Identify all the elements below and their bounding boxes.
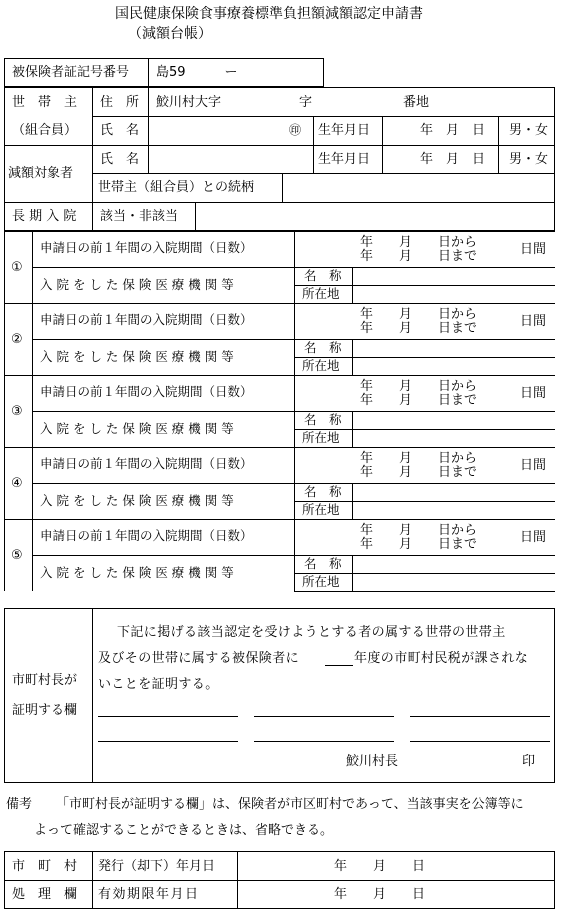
note-text-2: よって確認することができるときは、省略できる。 — [34, 823, 334, 838]
expiry-date-field[interactable]: 年 月 日 — [334, 887, 426, 902]
address-field[interactable]: 鮫川村大字 字 番地 — [156, 95, 430, 110]
period-label: 申請日の前１年間の入院期間（日数） — [40, 312, 253, 327]
institution-location-field[interactable] — [353, 286, 553, 302]
cert-text-2a: 及びその世帯に属する被保険者に — [98, 651, 300, 666]
period-from[interactable]: 年 月 日から — [360, 451, 478, 466]
note-text-1: 「市町村長が証明する欄」は、保険者が市区町村であって、当該事実を公簿等に — [56, 797, 524, 812]
target-gender[interactable]: 男・女 — [509, 152, 549, 167]
institution-name-label: 名 称 — [304, 556, 342, 571]
institution-name-label: 名 称 — [304, 268, 342, 283]
insured-number-label: 被保険者証記号番号 — [12, 65, 130, 80]
cert-text-1: 下記に掲げる該当認定を受けようとする者の属する世帯の世帯主 — [117, 625, 506, 640]
head-birth-date[interactable]: 年 月 日 — [420, 123, 486, 138]
processing-label-1: 市 町 村 — [12, 859, 78, 874]
period-number: ① — [11, 260, 23, 275]
period-to[interactable]: 年 月 日まで — [360, 465, 478, 480]
form-subtitle: （減額台帳） — [128, 26, 212, 42]
address-label: 住 所 — [100, 95, 140, 110]
institution-location-field[interactable] — [353, 574, 553, 590]
period-days[interactable]: 日間 — [520, 458, 547, 473]
institution-name-field[interactable] — [353, 484, 553, 500]
seal-mark: ㊞ — [289, 123, 302, 137]
period-label: 申請日の前１年間の入院期間（日数） — [40, 240, 253, 255]
period-from[interactable]: 年 月 日から — [360, 379, 478, 394]
long-term-label: 長 期 入 院 — [12, 209, 77, 224]
period-number: ③ — [11, 404, 23, 419]
period-days[interactable]: 日間 — [520, 386, 547, 401]
institution-name-field[interactable] — [353, 340, 553, 356]
institution-label: 入 院 を し た 保 険 医 療 機 関 等 — [40, 277, 234, 292]
issue-date-label: 発行（却下）年月日 — [98, 859, 216, 874]
period-days[interactable]: 日間 — [520, 242, 547, 257]
period-to[interactable]: 年 月 日まで — [360, 249, 478, 264]
institution-name-label: 名 称 — [304, 412, 342, 427]
period-from[interactable]: 年 月 日から — [360, 235, 478, 250]
cert-label-1: 市町村長が — [12, 673, 78, 688]
institution-location-label: 所在地 — [302, 502, 340, 517]
period-from[interactable]: 年 月 日から — [360, 523, 478, 538]
period-label: 申請日の前１年間の入院期間（日数） — [40, 456, 253, 471]
period-number: ④ — [11, 476, 23, 491]
insured-number-field[interactable]: 島59 ー — [156, 65, 238, 80]
institution-label: 入 院 を し た 保 険 医 療 機 関 等 — [40, 349, 234, 364]
period-to[interactable]: 年 月 日まで — [360, 321, 478, 336]
institution-name-field[interactable] — [353, 412, 553, 428]
institution-name-field[interactable] — [353, 556, 553, 572]
relation-label: 世帯主（組合員）との続柄 — [98, 180, 255, 195]
institution-label: 入 院 を し た 保 険 医 療 機 関 等 — [40, 565, 234, 580]
period-from[interactable]: 年 月 日から — [360, 307, 478, 322]
fiscal-year-blank[interactable] — [325, 665, 353, 666]
institution-location-label: 所在地 — [302, 430, 340, 445]
period-days[interactable]: 日間 — [520, 314, 547, 329]
period-days[interactable]: 日間 — [520, 530, 547, 545]
institution-name-label: 名 称 — [304, 340, 342, 355]
cert-text-2b: 年度の市町村民税が課されな — [354, 651, 529, 666]
head-name-label: 氏 名 — [100, 123, 140, 138]
institution-location-field[interactable] — [353, 430, 553, 446]
institution-location-label: 所在地 — [302, 574, 340, 589]
institution-location-field[interactable] — [353, 358, 553, 374]
cert-text-3: いことを証明する。 — [98, 677, 219, 692]
period-number: ⑤ — [11, 548, 23, 563]
mayor-name: 鮫川村長 — [346, 754, 399, 769]
form-title: 国民健康保険食事療養標準負担額減額認定申請書 — [115, 6, 423, 22]
period-label: 申請日の前１年間の入院期間（日数） — [40, 528, 253, 543]
institution-location-field[interactable] — [353, 502, 553, 518]
mayor-seal: 印 — [522, 754, 536, 769]
institution-label: 入 院 を し た 保 険 医 療 機 関 等 — [40, 421, 234, 436]
household-head-sublabel: （組合員） — [12, 123, 78, 138]
institution-name-label: 名 称 — [304, 484, 342, 499]
institution-label: 入 院 を し た 保 険 医 療 機 関 等 — [40, 493, 234, 508]
head-gender[interactable]: 男・女 — [509, 123, 549, 138]
issue-date-field[interactable]: 年 月 日 — [334, 859, 426, 874]
household-head-label: 世 帯 主 — [12, 95, 78, 110]
period-number: ② — [11, 332, 23, 347]
institution-name-field[interactable] — [353, 268, 553, 284]
institution-location-label: 所在地 — [302, 286, 340, 301]
period-to[interactable]: 年 月 日まで — [360, 537, 478, 552]
expiry-date-label: 有効期限年月日 — [98, 887, 200, 902]
target-birth-label: 生年月日 — [318, 152, 371, 167]
period-to[interactable]: 年 月 日まで — [360, 393, 478, 408]
target-person-label: 減額対象者 — [8, 166, 74, 181]
period-label: 申請日の前１年間の入院期間（日数） — [40, 384, 253, 399]
head-birth-label: 生年月日 — [318, 123, 371, 138]
target-name-label: 氏 名 — [100, 152, 140, 167]
long-term-value[interactable]: 該当・非該当 — [100, 209, 179, 224]
note-label: 備考 — [6, 797, 33, 812]
cert-label-2: 証明する欄 — [12, 703, 78, 718]
target-birth-date[interactable]: 年 月 日 — [420, 152, 486, 167]
processing-label-2: 処 理 欄 — [12, 887, 78, 902]
institution-location-label: 所在地 — [302, 358, 340, 373]
